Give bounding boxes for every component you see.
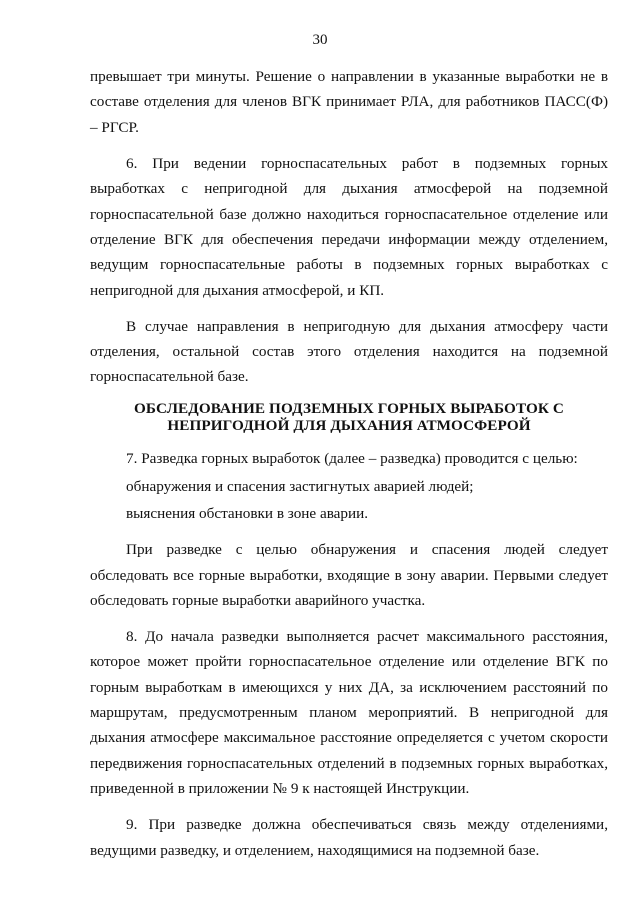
paragraph-item-6: 6. При ведении горноспасательных работ в подземных горных выработках с непригодной для дыхания атмосферой на подземной горноспасательной базе должно находиться горноспасательное отделение или отделение ВГК для обеспечения передачи информации между отделением, ведущим горноспасательные работы в подземных горных выработках с непригодной для дыхания атмосферой, и КП. xyxy=(90,154,608,299)
paragraph-item-7: 7. Разведка горных выработок (далее – разведка) проводится с целью: xyxy=(126,450,578,468)
paragraph-item-9: 9. При разведке должна обеспечиваться связь между отделениями, ведущими разведку, и отделением, находящимися на подземной базе. xyxy=(90,816,608,859)
paragraph-rescue-survey: При разведке с целью обнаружения и спасения людей следует обследовать все горные выработки, входящие в зону аварии. Первыми следует обследовать горные выработки аварийного участка. xyxy=(90,541,608,609)
document-body xyxy=(90,64,608,873)
paragraph-goal-rescue: обнаружения и спасения застигнутых аварией людей; xyxy=(126,477,474,495)
paragraph-partial-direction: В случае направления в непригодную для дыхания атмосферу части отделения, остальной состав этого отделения находится на подземной горноспасательной базе. xyxy=(90,317,608,386)
section-heading: ОБСЛЕДОВАНИЕ ПОДЗЕМНЫХ ГОРНЫХ ВЫРАБОТОК С НЕПРИГОДНОЙ ДЛЯ ДЫХАНИЯ АТМОСФЕРОЙ xyxy=(134,400,564,435)
paragraph-continuation: превышает три минуты. Решение о направлении в указанные выработки не в составе отделения для членов ВГК принимает РЛА, для работников ПАСС(Ф) – РГСР. xyxy=(90,68,608,136)
page-number: 30 xyxy=(312,32,328,48)
paragraph-item-8: 8. До начала разведки выполняется расчет максимального расстояния, которое может пройти горноспасательное отделение или отделение ВГК по горным выработкам в имеющихся у них ДА, за исключением расстояний по маршрутам, предусмотренным планом мероприятий. В непригодной для дыхания атмосфере максимальное расстояние определяется с учетом скорости передвижения горноспасательных отделений в подземных горных выработках, приведенной в приложении № 9 к настоящей Инструкции. xyxy=(90,627,608,798)
paragraph-goal-situation: выяснения обстановки в зоне аварии. xyxy=(126,505,369,523)
